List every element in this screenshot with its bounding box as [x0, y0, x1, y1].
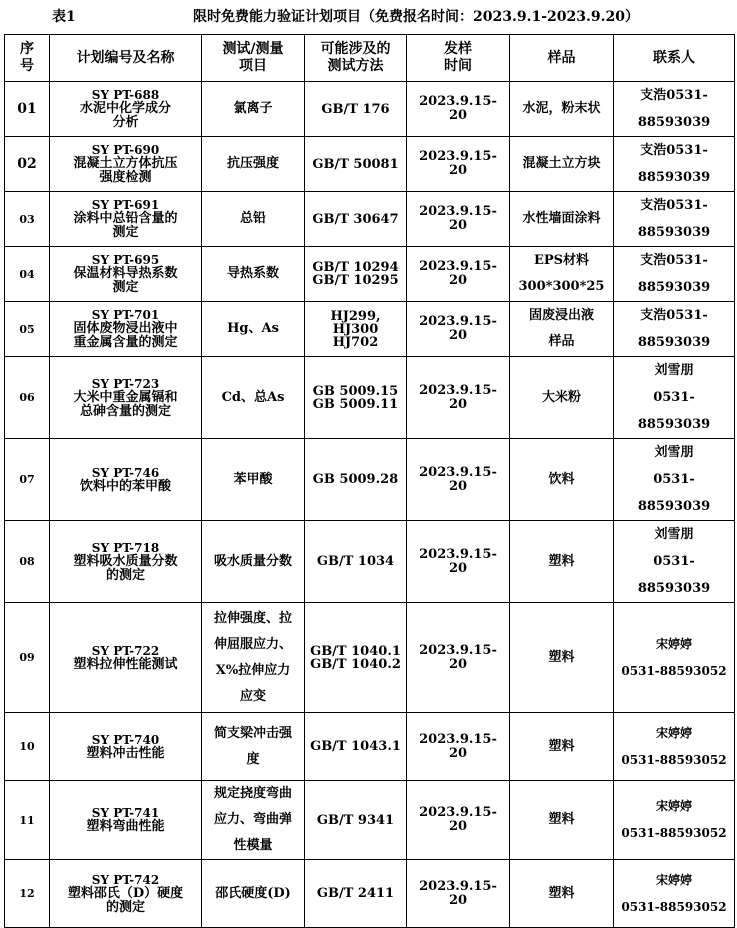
row-seq: 01: [5, 82, 50, 137]
row-item: 总铅: [202, 192, 305, 247]
row-plan: SY PT-746 饮料中的苯甲酸: [50, 439, 202, 521]
row-contact: 支浩0531- 88593039: [614, 192, 735, 247]
row-plan: SY PT-691 涂料中总铅含量的 测定: [50, 192, 202, 247]
row-item: Hg、As: [202, 302, 305, 357]
row-item: 规定挠度弯曲 应力、弯曲弹 性模量: [202, 781, 305, 860]
row-seq: 11: [5, 781, 50, 860]
header-plan: 计划编号及名称: [50, 35, 202, 82]
row-date: 2023.9.15- 20: [407, 302, 510, 357]
row-contact: 支浩0531- 88593039: [614, 137, 735, 192]
row-date: 2023.9.15- 20: [407, 603, 510, 713]
row-date: 2023.9.15- 20: [407, 137, 510, 192]
row-contact: 宋婷婷 0531-88593052: [614, 603, 735, 713]
row-sample: 塑料: [510, 860, 614, 928]
table-row: [5, 192, 735, 247]
row-sample: 大米粉: [510, 357, 614, 439]
table-row: [5, 82, 735, 137]
row-sample: 固废浸出液 样品: [510, 302, 614, 357]
row-method: GB/T 50081: [305, 137, 407, 192]
table-caption: [0, 6, 737, 28]
row-contact: 刘雪朋 0531- 88593039: [614, 357, 735, 439]
table-row: [5, 357, 735, 439]
row-plan: SY PT-742 塑料邵氏（D）硬度 的测定: [50, 860, 202, 928]
header-method: 可能涉及的 测试方法: [305, 35, 407, 82]
row-method: HJ299, HJ300 HJ702: [305, 302, 407, 357]
row-seq: 10: [5, 713, 50, 781]
row-sample: EPS材料 300*300*25: [510, 247, 614, 302]
verification-plan-table: [4, 34, 735, 928]
row-contact: 刘雪朋 0531- 88593039: [614, 439, 735, 521]
row-date: 2023.9.15- 20: [407, 860, 510, 928]
row-item: Cd、总As: [202, 357, 305, 439]
row-contact: 宋婷婷 0531-88593052: [614, 860, 735, 928]
table-row: [5, 137, 735, 192]
header-date: 发样 时间: [407, 35, 510, 82]
table-row: [5, 860, 735, 928]
row-item: 简支梁冲击强 度: [202, 713, 305, 781]
row-date: 2023.9.15- 20: [407, 82, 510, 137]
row-item: 抗压强度: [202, 137, 305, 192]
row-contact: 支浩0531- 88593039: [614, 82, 735, 137]
row-seq: 08: [5, 521, 50, 603]
row-seq: 06: [5, 357, 50, 439]
header-item: 测试/测量 项目: [202, 35, 305, 82]
row-method: GB/T 2411: [305, 860, 407, 928]
row-plan: SY PT-723 大米中重金属镉和 总砷含量的测定: [50, 357, 202, 439]
row-method: GB/T 9341: [305, 781, 407, 860]
row-method: GB/T 30647: [305, 192, 407, 247]
row-method: GB/T 1043.1: [305, 713, 407, 781]
row-date: 2023.9.15- 20: [407, 247, 510, 302]
header-sample: 样品: [510, 35, 614, 82]
table-row: [5, 439, 735, 521]
row-sample: 塑料: [510, 521, 614, 603]
table-row: [5, 603, 735, 713]
row-date: 2023.9.15- 20: [407, 713, 510, 781]
row-contact: 支浩0531- 88593039: [614, 247, 735, 302]
row-seq: 12: [5, 860, 50, 928]
row-plan: SY PT-722 塑料拉伸性能测试: [50, 603, 202, 713]
row-sample: 水泥，粉末状: [510, 82, 614, 137]
row-plan: SY PT-741 塑料弯曲性能: [50, 781, 202, 860]
row-sample: 水性墙面涂料: [510, 192, 614, 247]
row-seq: 03: [5, 192, 50, 247]
row-contact: 宋婷婷 0531-88593052: [614, 781, 735, 860]
row-item: 拉伸强度、拉 伸屈服应力、 X%拉伸应力 应变: [202, 603, 305, 713]
header-contact: 联系人: [614, 35, 735, 82]
header-seq: 序 号: [5, 35, 50, 82]
row-item: 邵氏硬度(D): [202, 860, 305, 928]
row-sample: 塑料: [510, 781, 614, 860]
row-sample: 塑料: [510, 713, 614, 781]
row-method: GB/T 1040.1 GB/T 1040.2: [305, 603, 407, 713]
table-row: [5, 713, 735, 781]
table-row: [5, 781, 735, 860]
row-item: 苯甲酸: [202, 439, 305, 521]
row-item: 导热系数: [202, 247, 305, 302]
row-plan: SY PT-690 混凝土立方体抗压 强度检测: [50, 137, 202, 192]
table-row: [5, 302, 735, 357]
row-method: GB/T 176: [305, 82, 407, 137]
row-sample: 塑料: [510, 603, 614, 713]
row-date: 2023.9.15- 20: [407, 781, 510, 860]
row-method: GB/T 1034: [305, 521, 407, 603]
header-row: [5, 35, 735, 82]
row-method: GB 5009.15 GB 5009.11: [305, 357, 407, 439]
row-sample: 混凝土立方块: [510, 137, 614, 192]
table-label: 表1: [52, 9, 76, 25]
row-contact: 支浩0531- 88593039: [614, 302, 735, 357]
row-plan: SY PT-688 水泥中化学成分 分析: [50, 82, 202, 137]
table-row: [5, 247, 735, 302]
row-method: GB/T 10294 GB/T 10295: [305, 247, 407, 302]
row-date: 2023.9.15- 20: [407, 439, 510, 521]
row-method: GB 5009.28: [305, 439, 407, 521]
row-sample: 饮料: [510, 439, 614, 521]
table-title: 限时免费能力验证计划项目（免费报名时间：2023.9.1-2023.9.20）: [193, 9, 639, 25]
row-seq: 02: [5, 137, 50, 192]
row-contact: 宋婷婷 0531-88593052: [614, 713, 735, 781]
row-plan: SY PT-701 固体废物浸出液中 重金属含量的测定: [50, 302, 202, 357]
row-date: 2023.9.15- 20: [407, 521, 510, 603]
row-plan: SY PT-718 塑料吸水质量分数 的测定: [50, 521, 202, 603]
row-plan-code: SY PT-688: [91, 88, 160, 102]
row-seq: 05: [5, 302, 50, 357]
row-contact: 刘雪朋 0531- 88593039: [614, 521, 735, 603]
row-plan: SY PT-695 保温材料导热系数 测定: [50, 247, 202, 302]
row-date: 2023.9.15- 20: [407, 192, 510, 247]
row-date: 2023.9.15- 20: [407, 357, 510, 439]
row-seq: 07: [5, 439, 50, 521]
row-seq: 04: [5, 247, 50, 302]
row-seq: 09: [5, 603, 50, 713]
row-item: 吸水质量分数: [202, 521, 305, 603]
table-row: [5, 521, 735, 603]
row-plan: SY PT-740 塑料冲击性能: [50, 713, 202, 781]
row-item: 氯离子: [202, 82, 305, 137]
